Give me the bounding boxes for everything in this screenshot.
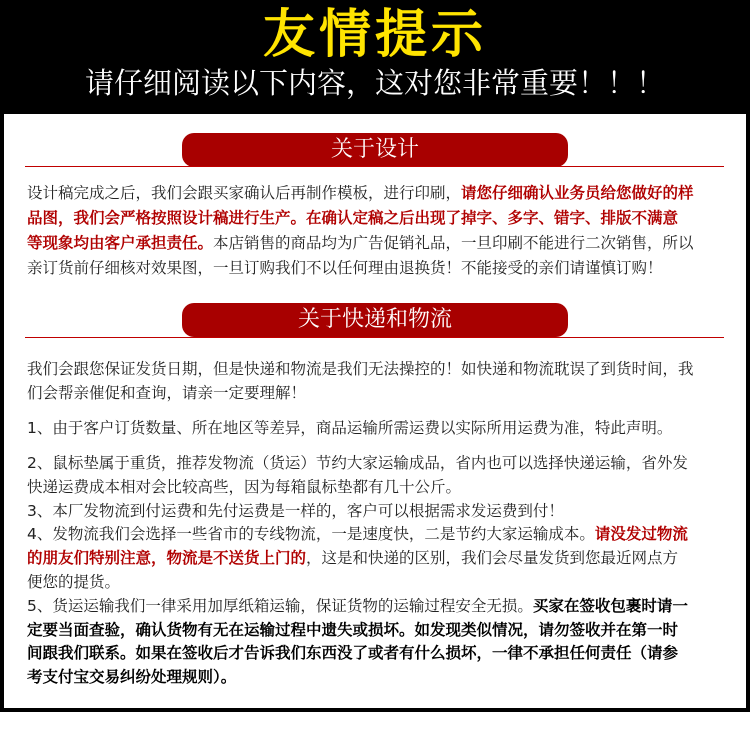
text-line [27, 231, 727, 256]
design-paragraph [27, 181, 727, 281]
bold-text: 间跟我们联系。如果在签收后才告诉我们东西没了或者有什么损坏，一律不承担任何责任（请参 [27, 644, 679, 663]
text-line [27, 523, 727, 547]
body-text: 1、由于客户订货数量、所在地区等差异，商品运输所需运费以实际所用运费为准，特此声明。 [27, 419, 673, 437]
text-line [27, 181, 727, 206]
bold-text: 买家在签收包裹时请一 [532, 596, 688, 615]
text-line [27, 619, 727, 643]
section-heading-shipping: 关于快递和物流 [182, 303, 568, 337]
divider [25, 337, 724, 338]
body-text: 5、货运运输我们一律采用加厚纸箱运输，保证货物的运输过程安全无损。 [27, 596, 533, 615]
text-line [27, 476, 727, 500]
body-text: 设计稿完成之后，我们会跟买家确认后再制作模板，进行印刷， [27, 184, 462, 202]
text-line [27, 381, 727, 405]
text-line [27, 500, 727, 524]
shipping-item-1 [27, 416, 727, 440]
text-line [27, 666, 727, 690]
body-text: 便您的提货。 [27, 572, 121, 591]
body-text: ，这是和快递的区别，我们会尽量发货到您最近网点方 [306, 549, 679, 568]
text-line [27, 206, 727, 231]
text-line [27, 571, 727, 595]
text-line [27, 595, 727, 619]
highlighted-text: 的朋友们特别注意，物流是不送货上门的 [27, 549, 307, 568]
page-subtitle: 请仔细阅读以下内容，这对您非常重要！！！ [84, 66, 665, 100]
highlighted-text: 请您仔细确认业务员给您做好的样 [461, 184, 694, 202]
shipping-intro-paragraph [27, 357, 727, 405]
body-text: 们会帮亲催促和查询，请亲一定要理解！ [27, 384, 307, 402]
page-title: 友情提示 [262, 5, 487, 65]
highlighted-text: 请没发过物流 [594, 525, 688, 544]
text-line [27, 452, 727, 476]
highlighted-text: 品图，我们会严格按照设计稿进行生产。在确认定稿之后出现了掉字、多字、错字、排版不满意 [27, 209, 679, 227]
body-text: 亲订货前仔细核对效果图，一旦订购我们不以任何理由退换货！不能接受的亲们请谨慎订购！ [27, 259, 663, 277]
body-text: 快递运费成本相对会比较高些，因为每箱鼠标垫都有几十公斤。 [27, 477, 462, 496]
bold-text: 定要当面查验，确认货物有无在运输过程中遗失或损坏。如发现类似情况，请勿签收并在第一时 [27, 620, 679, 639]
bold-text: 考支付宝交易纠纷处理规则）。 [27, 668, 237, 687]
divider [25, 166, 724, 167]
body-text: 本店销售的商品均为广告促销礼品，一旦印刷不能进行二次销售，所以 [213, 234, 694, 252]
text-line [27, 547, 727, 571]
text-line [27, 357, 727, 381]
text-line [27, 256, 727, 281]
body-text: 2、鼠标垫属于重货，推荐发物流（货运）节约大家运输成品，省内也可以选择快递运输，省外发 [27, 454, 688, 472]
text-line [27, 416, 727, 440]
text-line [27, 642, 727, 666]
body-text: 4、发物流我们会选择一些省市的专线物流，一是速度快，二是节约大家运输成本。 [27, 525, 595, 544]
header-banner [0, 0, 750, 114]
body-text: 3、本厂发物流到付运费和先付运费是一样的，客户可以根据需求发运费到付！ [27, 501, 564, 520]
section-heading-design: 关于设计 [182, 133, 568, 167]
shipping-items-2-5 [27, 452, 727, 690]
highlighted-text: 等现象均由客户承担责任。 [27, 234, 214, 252]
body-text: 我们会跟您保证发货日期，但是快递和物流是我们无法操控的！如快递和物流耽误了到货时间，我 [27, 360, 694, 378]
